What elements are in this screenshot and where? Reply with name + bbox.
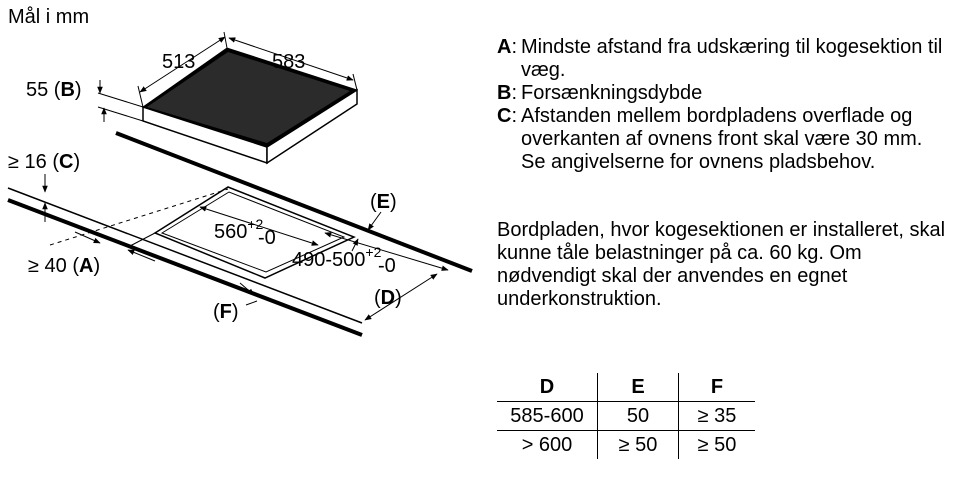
width-ext-left (138, 86, 143, 107)
cutout-depth-tolerance-minus: -0 (378, 255, 396, 277)
cutout-width-tolerance-minus: -0 (258, 227, 276, 249)
legend-text: Afstanden mellem bordpladens overflade og overkanten af ovnens front skal være 30 mm. Se angivelserne for ovnens pladsbehov. (521, 105, 923, 173)
table-header-f: F (679, 373, 756, 402)
legend-item-b: B : Forsænkningsdybde (497, 82, 947, 105)
dimension-e (352, 191, 397, 251)
dimension-f-label: (F) (213, 301, 239, 323)
hob-depth-label: 583 (272, 51, 306, 73)
dimension-a-label: ≥ 40 (A) (28, 255, 101, 277)
legend-item-a: A : Mindste afstand fra udskæring til kogesektion til væg. (497, 36, 947, 82)
table-cell: > 600 (497, 431, 598, 460)
recess-dimension (26, 79, 143, 122)
dimensions-table (497, 373, 755, 459)
dimension-f (213, 283, 257, 323)
legend-text: Forsænkningsdybde (521, 82, 703, 104)
table-cell: 50 (598, 402, 679, 431)
table-cell: ≥ 50 (598, 431, 679, 460)
table-cell: ≥ 35 (679, 402, 756, 431)
table-cell: 585-600 (497, 402, 598, 431)
f-arrow-bottom (246, 301, 257, 305)
a-ext (130, 233, 155, 246)
table-row (497, 402, 755, 431)
table-cell: ≥ 50 (679, 431, 756, 460)
legend-key: B (497, 82, 512, 104)
table-header-d: D (539, 375, 555, 398)
countertop-hidden-edge (50, 189, 228, 245)
width-ext-right (224, 32, 227, 48)
legend (497, 36, 947, 174)
legend-key: A (497, 36, 512, 58)
table-header-row (497, 373, 755, 402)
recess-ext-bottom (98, 107, 143, 121)
cutout-width-label: $560^{+2}$ (214, 216, 264, 243)
cutout-depth-label: $490-500^{+2}$ (292, 244, 382, 271)
units-label: Mål i mm (8, 6, 90, 28)
dimension-a (28, 232, 155, 277)
legend-key: C (497, 105, 512, 127)
dimension-d-label: (D) (374, 287, 402, 309)
legend-text: Mindste afstand fra udskæring til kogesektion til væg. (521, 36, 943, 81)
table-row (497, 431, 755, 460)
legend-item-c: C : Afstanden mellem bordpladens overflade og overkanten af ovnens front skal være 30 mm. Se angivelserne for ovnens pladsbehov. (497, 105, 947, 174)
dimension-e-label: (E) (370, 191, 397, 213)
recess-ext-top (98, 93, 143, 107)
cutout (155, 187, 448, 278)
hob-width-label: 513 (162, 51, 196, 73)
depth-ext-right (353, 74, 357, 90)
load-note: Bordpladen, hvor kogesektionen er installeret, skal kunne tåle belastninger på ca. 60 kg. Om nødvendigt skal der anvendes en egnet underkonstruktion. (497, 219, 946, 310)
dimension-d (365, 274, 437, 320)
e-arrow-top (368, 212, 381, 230)
table-header-e: E (598, 373, 679, 402)
dimension-c-label: ≥ 16 (C) (8, 151, 81, 173)
recess-label: 55 (B) (26, 79, 82, 101)
